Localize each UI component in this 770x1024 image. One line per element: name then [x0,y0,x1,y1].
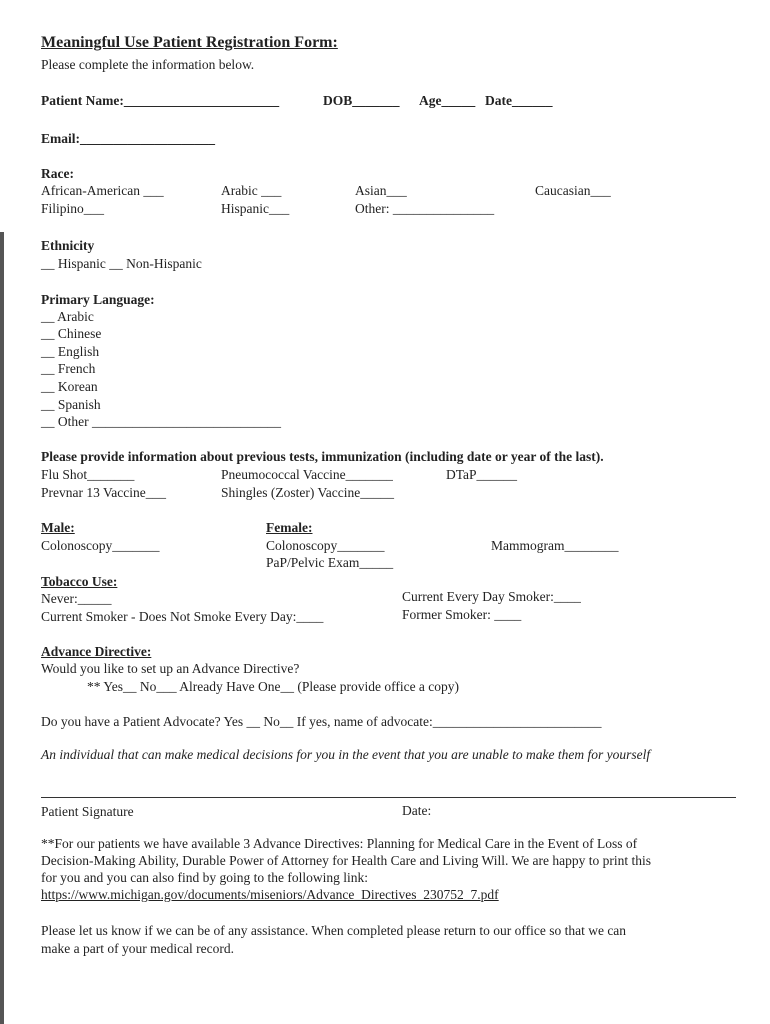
language-arabic[interactable]: __ Arabic [41,309,94,324]
dtap-field[interactable]: DTaP______ [446,467,518,482]
tobacco-never-field[interactable]: Never:_____ [41,591,112,606]
tobacco-heading: Tobacco Use: [41,574,118,589]
female-heading: Female: [266,520,313,535]
ethnicity-options[interactable]: __ Hispanic __ Non-Hispanic [41,256,202,271]
language-spanish[interactable]: __ Spanish [41,397,101,412]
advance-directives-link[interactable]: https://www.michigan.gov/documents/miseniors/Advance_Directives_230752_7.pdf [41,887,499,902]
dob-field[interactable]: DOB_______ [323,93,400,108]
closing-note-line2: make a part of your medical record. [41,941,235,956]
pneumococcal-field[interactable]: Pneumococcal Vaccine_______ [221,467,393,482]
advance-directives-note-line3: for you and you can also find by going to the following link: [41,870,368,885]
prevnar-field[interactable]: Prevnar 13 Vaccine___ [41,485,166,500]
advance-directive-question: Would you like to set up an Advance Directive? [41,661,300,676]
language-chinese[interactable]: __ Chinese [41,326,102,341]
language-english[interactable]: __ English [41,344,100,359]
race-heading: Race: [41,166,74,181]
language-other[interactable]: __ Other ____________________________ [41,414,281,429]
race-filipino[interactable]: Filipino___ [41,201,105,216]
advance-directive-options[interactable]: ** Yes__ No___ Already Have One__ (Please provide office a copy) [87,679,460,694]
language-heading: Primary Language: [41,292,155,307]
advance-directives-note-line2: Decision-Making Ability, Durable Power of Attorney for Health Care and Living Will. We are happy to print this [41,853,651,868]
tests-heading: Please provide information about previous tests, immunization (including date or year of the last). [41,449,604,464]
patient-signature-label: Patient Signature [41,804,134,819]
mammogram-field[interactable]: Mammogram________ [491,538,619,553]
email-field[interactable]: Email:____________________ [41,131,215,146]
shingles-field[interactable]: Shingles (Zoster) Vaccine_____ [221,485,394,500]
tobacco-current-not-every-day-field[interactable]: Current Smoker - Does Not Smoke Every Day:____ [41,609,324,624]
tobacco-former-field[interactable]: Former Smoker: ____ [402,607,522,622]
date-field[interactable]: Date______ [485,93,553,108]
male-colonoscopy-field[interactable]: Colonoscopy_______ [41,538,160,553]
race-caucasian[interactable]: Caucasian___ [535,183,611,198]
language-french[interactable]: __ French [41,361,96,376]
female-colonoscopy-field[interactable]: Colonoscopy_______ [266,538,385,553]
race-other[interactable]: Other: _______________ [355,201,495,216]
age-field[interactable]: Age_____ [419,93,476,108]
patient-name-field[interactable]: Patient Name:_______________________ [41,93,280,108]
male-heading: Male: [41,520,75,535]
signature-line [41,797,736,798]
race-asian[interactable]: Asian___ [355,183,407,198]
closing-note-line1: Please let us know if we can be of any assistance. When completed please return to our office so that we can [41,923,627,938]
form-subtitle: Please complete the information below. [41,57,255,72]
scan-edge-shadow [0,232,4,1024]
pap-pelvic-field[interactable]: PaP/Pelvic Exam_____ [266,555,394,570]
language-korean[interactable]: __ Korean [41,379,98,394]
advocate-definition: An individual that can make medical decisions for you in the event that you are unable to make them for yourself [41,747,651,762]
tobacco-current-every-day-field[interactable]: Current Every Day Smoker:____ [402,589,581,604]
race-african-american[interactable]: African-American ___ [41,183,164,198]
advance-directives-note-line1: **For our patients we have available 3 Advance Directives: Planning for Medical Care in the Event of Loss of [41,836,638,851]
flu-shot-field[interactable]: Flu Shot_______ [41,467,135,482]
signature-date-label: Date: [402,803,432,818]
race-arabic[interactable]: Arabic ___ [221,183,282,198]
race-hispanic[interactable]: Hispanic___ [221,201,290,216]
patient-advocate-field[interactable]: Do you have a Patient Advocate? Yes __ No__ If yes, name of advocate:_________________________ [41,714,602,729]
form-title: Meaningful Use Patient Registration Form: [41,34,338,51]
ethnicity-heading: Ethnicity [41,238,95,253]
advance-directive-heading: Advance Directive: [41,644,152,659]
